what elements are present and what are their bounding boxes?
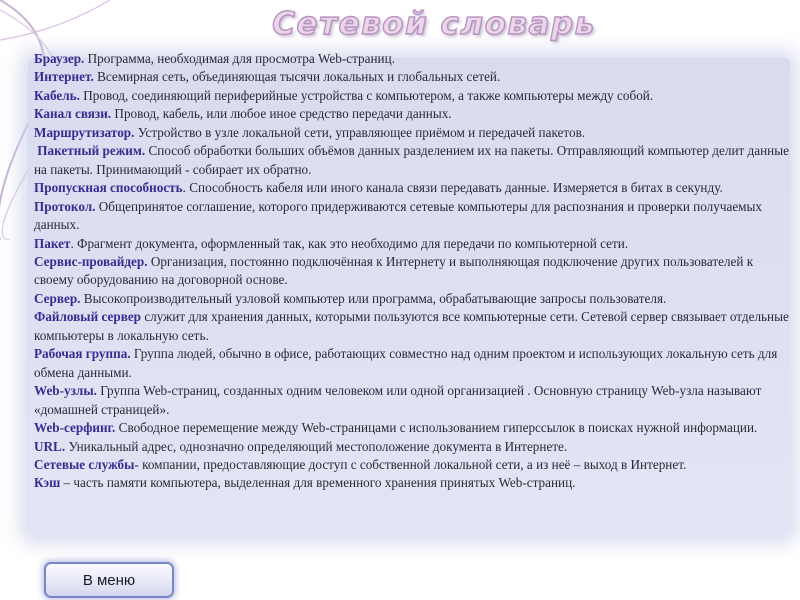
glossary-entry bbox=[34, 235, 792, 253]
entry-definition: Устройство в узле локальной сети, управляющее приёмом и передачей пакетов. bbox=[134, 124, 586, 140]
entry-definition: Свободное перемещение между Web-страницами с использованием гиперссылок в поисках нужной информации. bbox=[115, 420, 758, 436]
entry-term: Web-серфинг. bbox=[34, 420, 116, 436]
entry-term: URL. bbox=[34, 438, 66, 454]
glossary-entry bbox=[34, 456, 792, 474]
page-title: Сетевой словарь bbox=[272, 6, 596, 42]
glossary-entry bbox=[34, 105, 792, 123]
entry-definition: Провод, соединяющий периферийные устройства с компьютером, а также компьютеры между собой. bbox=[79, 87, 654, 103]
glossary-entry bbox=[34, 474, 792, 492]
entry-term: Сервис-провайдер. bbox=[34, 253, 148, 269]
glossary-entry bbox=[34, 87, 792, 105]
entry-term: Канал связи. bbox=[34, 106, 112, 122]
entry-term: Файловый сервер bbox=[34, 309, 142, 325]
entry-definition: – часть памяти компьютера, выделенная для временного хранения принятых Web-страниц. bbox=[60, 475, 576, 491]
entry-definition: Общепринятое соглашение, которого придерживаются сетевые компьютеры для распознания и проверки получаемых данных. bbox=[34, 198, 762, 233]
glossary-entry bbox=[34, 124, 792, 142]
entry-term: Web-узлы. bbox=[34, 383, 97, 399]
entry-term: Протокол. bbox=[34, 198, 96, 214]
glossary-entry bbox=[34, 142, 792, 179]
glossary-entry bbox=[34, 438, 792, 456]
entry-definition: Всемирная сеть, объединяющая тысячи локальных и глобальных сетей. bbox=[93, 69, 501, 85]
entry-definition: Организация, постоянно подключённая к Интернету и выполняющая подключение других пользователей к своему оборудованию на договорной основе. bbox=[34, 253, 754, 288]
entry-term: Сетевые службы bbox=[34, 456, 135, 472]
glossary-list bbox=[34, 50, 792, 493]
glossary-entry bbox=[34, 382, 792, 419]
glossary-entry bbox=[34, 345, 792, 382]
entry-definition: служит для хранения данных, которыми пользуются все компьютерные сети. Сетевой сервер связывает отдельные компьютеры в локальную сеть. bbox=[34, 309, 789, 343]
entry-definition: Уникальный адрес, однозначно определяющий местоположение документа в Интернете. bbox=[65, 438, 568, 454]
entry-definition: Провод, кабель, или любое иное средство передачи данных. bbox=[111, 106, 452, 122]
entry-term: Кэш bbox=[34, 475, 61, 491]
entry-definition: . Фрагмент документа, оформленный так, как это необходимо для передачи по компьютерной сети. bbox=[70, 235, 629, 251]
entry-term: Сервер. bbox=[34, 290, 81, 306]
entry-term: Пакет bbox=[34, 235, 71, 251]
entry-definition: Высокопроизводительный узловой компьютер или программа, обрабатывающие запросы пользователя. bbox=[80, 290, 667, 306]
glossary-entry bbox=[34, 50, 792, 68]
glossary-entry bbox=[34, 198, 792, 235]
entry-term: Рабочая группа. bbox=[34, 346, 131, 362]
glossary-entry bbox=[34, 253, 792, 290]
entry-term: Браузер. bbox=[34, 51, 85, 66]
glossary-entry bbox=[34, 290, 792, 308]
entry-term: Кабель. bbox=[34, 87, 80, 103]
entry-term: Интернет. bbox=[34, 69, 94, 85]
entry-definition: Группа людей, обычно в офисе, работающих совместно над одним проектом и использующих локальную сеть для обмена данными. bbox=[34, 346, 778, 380]
glossary-entry bbox=[34, 419, 792, 437]
glossary-entry bbox=[34, 68, 792, 86]
entry-definition: Программа, необходимая для просмотра Web-страниц. bbox=[84, 51, 395, 66]
entry-definition: - компании, предоставляющие доступ с собственной локальной сети, а из неё – выход в Интернет. bbox=[134, 456, 687, 472]
entry-definition: Группа Web-страниц, созданных одним человеком или одной организацией . Основную страницу Web-узла называют «домашней страницей». bbox=[34, 383, 762, 417]
glossary-entry bbox=[34, 308, 792, 345]
entry-definition: Способ обработки больших объёмов данных разделением их на пакеты. Отправляющий компьютер делит данные на пакеты. Принимающий - собирает их обратно. bbox=[34, 143, 789, 177]
entry-term: Пакетный режим. bbox=[37, 143, 146, 159]
entry-term: Пропускная способность bbox=[34, 180, 183, 196]
menu-button[interactable]: В меню bbox=[44, 562, 174, 598]
entry-term: Маршрутизатор. bbox=[34, 124, 135, 140]
glossary-entry bbox=[34, 179, 792, 197]
entry-definition: . Способность кабеля или иного канала связи передавать данные. Измеряется в битах в секунду. bbox=[182, 180, 723, 196]
